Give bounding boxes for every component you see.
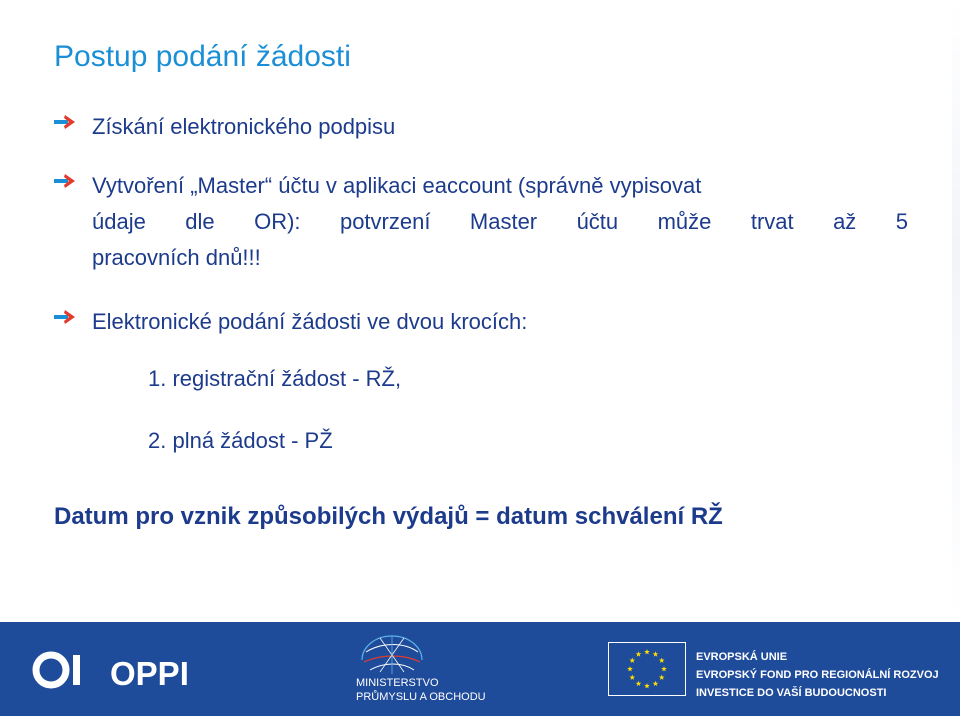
- eu-line: EVROPSKÁ UNIE: [696, 651, 788, 663]
- ministry-logo-text: [356, 676, 486, 704]
- eu-text-block: [696, 648, 939, 702]
- eu-line: EVROPSKÝ FOND PRO REGIONÁLNÍ ROZVOJ: [696, 669, 939, 681]
- right-edge-stripe: [952, 0, 960, 622]
- ministry-globe-logo: [352, 632, 432, 676]
- step-item: 1. registrační žádost - RŽ,: [148, 366, 402, 391]
- bullet-text-line: údaje dle OR): potvrzení Master účtu může trvat až 5: [92, 209, 908, 234]
- bullet-text-line: pracovních dnů!!!: [92, 245, 261, 270]
- step-item: 2. plná žádost - PŽ: [148, 428, 333, 453]
- oppi-logo-text: OPPI: [110, 655, 189, 692]
- bullet-text: Elektronické podání žádosti ve dvou krocích:: [92, 309, 528, 334]
- oppi-logo: [32, 644, 212, 694]
- bullet-text: Získání elektronického podpisu: [92, 114, 396, 139]
- arrow-bullet-icon: [54, 173, 78, 189]
- bullet-item: [58, 304, 908, 340]
- bullet-item: [58, 109, 908, 145]
- bullet-item: [58, 168, 908, 276]
- page-title: Postup podání žádosti: [54, 40, 351, 73]
- ministry-line: MINISTERSTVO: [356, 677, 439, 689]
- arrow-bullet-icon: [54, 309, 78, 325]
- bullet-text-line: Vytvoření „Master“ účtu v aplikaci eaccount (správně vypisovat: [92, 173, 702, 198]
- arrow-bullet-icon: [54, 114, 78, 130]
- footer-bar: [0, 622, 960, 716]
- summary-text: Datum pro vznik způsobilých výdajů = datum schválení RŽ: [54, 503, 723, 530]
- eu-line: INVESTICE DO VAŠÍ BUDOUCNOSTI: [696, 687, 887, 699]
- ministry-line: PRŮMYSLU A OBCHODU: [356, 691, 486, 703]
- eu-flag-icon: [608, 642, 686, 696]
